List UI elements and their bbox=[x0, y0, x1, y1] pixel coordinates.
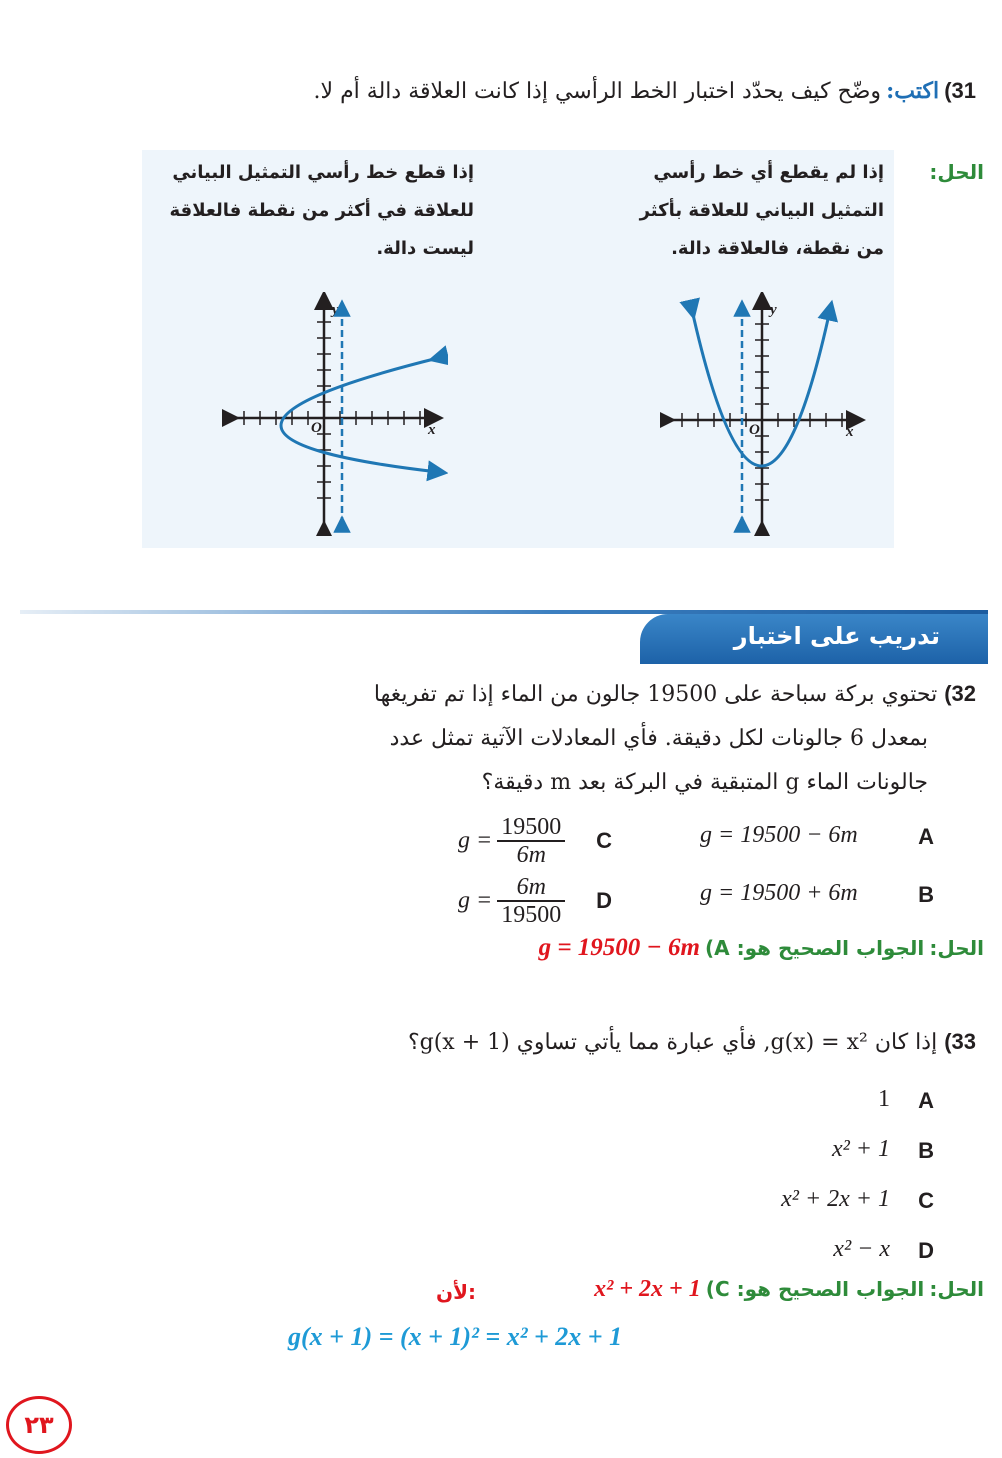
q31-left-description bbox=[134, 154, 474, 268]
q31-keyword: اكتب: bbox=[886, 78, 940, 104]
q31-left-line2: للعلاقة في أكثر من نقطة فالعلاقة bbox=[169, 200, 474, 221]
q33-number: 33) bbox=[944, 1029, 976, 1054]
q33-solution-expr: x² + 2x + 1 bbox=[594, 1276, 701, 1302]
q32-option-a[interactable] bbox=[700, 822, 940, 858]
q33-option-c[interactable] bbox=[700, 1186, 940, 1222]
page-number: ٢٣ bbox=[24, 1411, 54, 1439]
q32-solution-expr: g = 19500 − 6m bbox=[538, 934, 700, 961]
sideways-y-axis bbox=[317, 300, 331, 530]
q31-text: وضّح كيف يحدّد اختبار الخط الرأسي إذا كانت العلاقة دالة أم لا. bbox=[313, 79, 882, 104]
q32-option-a-expr: g = 19500 − 6m bbox=[700, 822, 858, 848]
q32-solution bbox=[424, 934, 984, 962]
q33-option-a-letter: A bbox=[918, 1088, 934, 1113]
parabola-y-label: y bbox=[770, 302, 777, 318]
q32-solution-label: الحل: bbox=[929, 936, 984, 960]
q32-option-d[interactable] bbox=[458, 874, 618, 930]
q32-option-c-lhs: g = bbox=[458, 827, 493, 854]
sideways-y-label: y bbox=[332, 302, 339, 318]
parabola-origin-label: O bbox=[749, 422, 760, 438]
q32-line3: جالونات الماء g المتبقية في البركة بعد m دقيقة؟ bbox=[481, 770, 928, 795]
q33-option-b[interactable] bbox=[700, 1136, 940, 1172]
q31-right-line1: إذا لم يقطع أي خط رأسي bbox=[653, 162, 884, 183]
q32-option-d-numerator: 6m bbox=[497, 874, 565, 902]
q32-option-c-fraction bbox=[497, 814, 565, 868]
q32-solution-text: الجواب الصحيح هو: A) bbox=[705, 936, 925, 960]
q33-option-c-letter: C bbox=[918, 1188, 934, 1213]
q33-solution-label: الحل: bbox=[929, 1277, 984, 1301]
page-number-badge bbox=[6, 1396, 72, 1454]
q33-solution-text: الجواب الصحيح هو: C) bbox=[705, 1277, 925, 1301]
q31-right-line3: من نقطة، فالعلاقة دالة. bbox=[671, 238, 884, 259]
q33-option-a[interactable] bbox=[700, 1086, 940, 1122]
q33-option-d-expr: x² − x bbox=[833, 1236, 890, 1262]
q32-line1 bbox=[326, 672, 976, 717]
q32-line2: بمعدل 6 جالونات لكل دقيقة. فأي المعادلات الآتية تمثل عدد bbox=[389, 726, 928, 751]
q33-option-a-expr: 1 bbox=[878, 1086, 890, 1112]
q31-solution-label: الحل: bbox=[929, 160, 984, 184]
parabola-x-label: x bbox=[846, 424, 854, 440]
q32-option-b-letter: B bbox=[918, 882, 934, 907]
q33-option-b-letter: B bbox=[918, 1138, 934, 1163]
q33-text: إذا كان g(x) = x², فأي عبارة مما يأتي تساوي g(x + 1)؟ bbox=[407, 1030, 938, 1055]
q32-option-c-numerator: 19500 bbox=[497, 814, 565, 842]
q32-number: 32) bbox=[944, 681, 976, 706]
q33-because: لأن: bbox=[436, 1280, 476, 1304]
parabola-y-axis bbox=[755, 300, 769, 530]
q31-left-line1: إذا قطع خط رأسي التمثيل البياني bbox=[172, 162, 474, 183]
q33-option-d-letter: D bbox=[918, 1238, 934, 1263]
q32-option-d-lhs: g = bbox=[458, 887, 493, 914]
q33-solution bbox=[424, 1276, 984, 1303]
q32-line1-text: تحتوي بركة سباحة على 19500 جالون من الماء إذا تم تفريغها bbox=[373, 682, 938, 707]
sideways-x-axis bbox=[230, 411, 434, 425]
q31-header bbox=[216, 78, 976, 114]
q32-option-b-expr: g = 19500 + 6m bbox=[700, 880, 858, 906]
q31-left-line3: ليست دالة. bbox=[376, 238, 474, 259]
q32-option-c-denominator: 6m bbox=[516, 842, 546, 868]
q32-option-c-letter: C bbox=[596, 828, 612, 853]
q32-option-d-denominator: 19500 bbox=[501, 902, 562, 928]
sideways-origin-label: O bbox=[311, 420, 322, 436]
q33-option-c-expr: x² + 2x + 1 bbox=[781, 1186, 890, 1212]
q32-option-a-letter: A bbox=[918, 824, 934, 849]
q33-option-d[interactable] bbox=[700, 1236, 940, 1272]
q31-number: 31) bbox=[944, 78, 976, 103]
sideways-parabola-graph bbox=[222, 292, 448, 536]
q33-derivation: g(x + 1) = (x + 1)² = x² + 2x + 1 bbox=[288, 1322, 623, 1351]
q32-option-d-letter: D bbox=[596, 888, 612, 913]
sideways-parabola-curve bbox=[281, 358, 438, 472]
q32-stem bbox=[326, 672, 976, 805]
banner-title: تدريب على اختبار bbox=[733, 622, 940, 650]
parabola-graph bbox=[660, 292, 870, 536]
q32-option-d-fraction bbox=[497, 874, 565, 928]
q32-option-b[interactable] bbox=[700, 880, 940, 916]
q33-stem bbox=[326, 1020, 976, 1065]
sideways-x-label: x bbox=[428, 422, 436, 438]
test-practice-banner bbox=[640, 614, 988, 664]
q31-right-line2: التمثيل البياني للعلاقة بأكثر bbox=[639, 200, 884, 221]
q32-option-c[interactable] bbox=[458, 814, 618, 870]
q31-right-description bbox=[584, 154, 884, 268]
q33-option-b-expr: x² + 1 bbox=[831, 1136, 890, 1162]
